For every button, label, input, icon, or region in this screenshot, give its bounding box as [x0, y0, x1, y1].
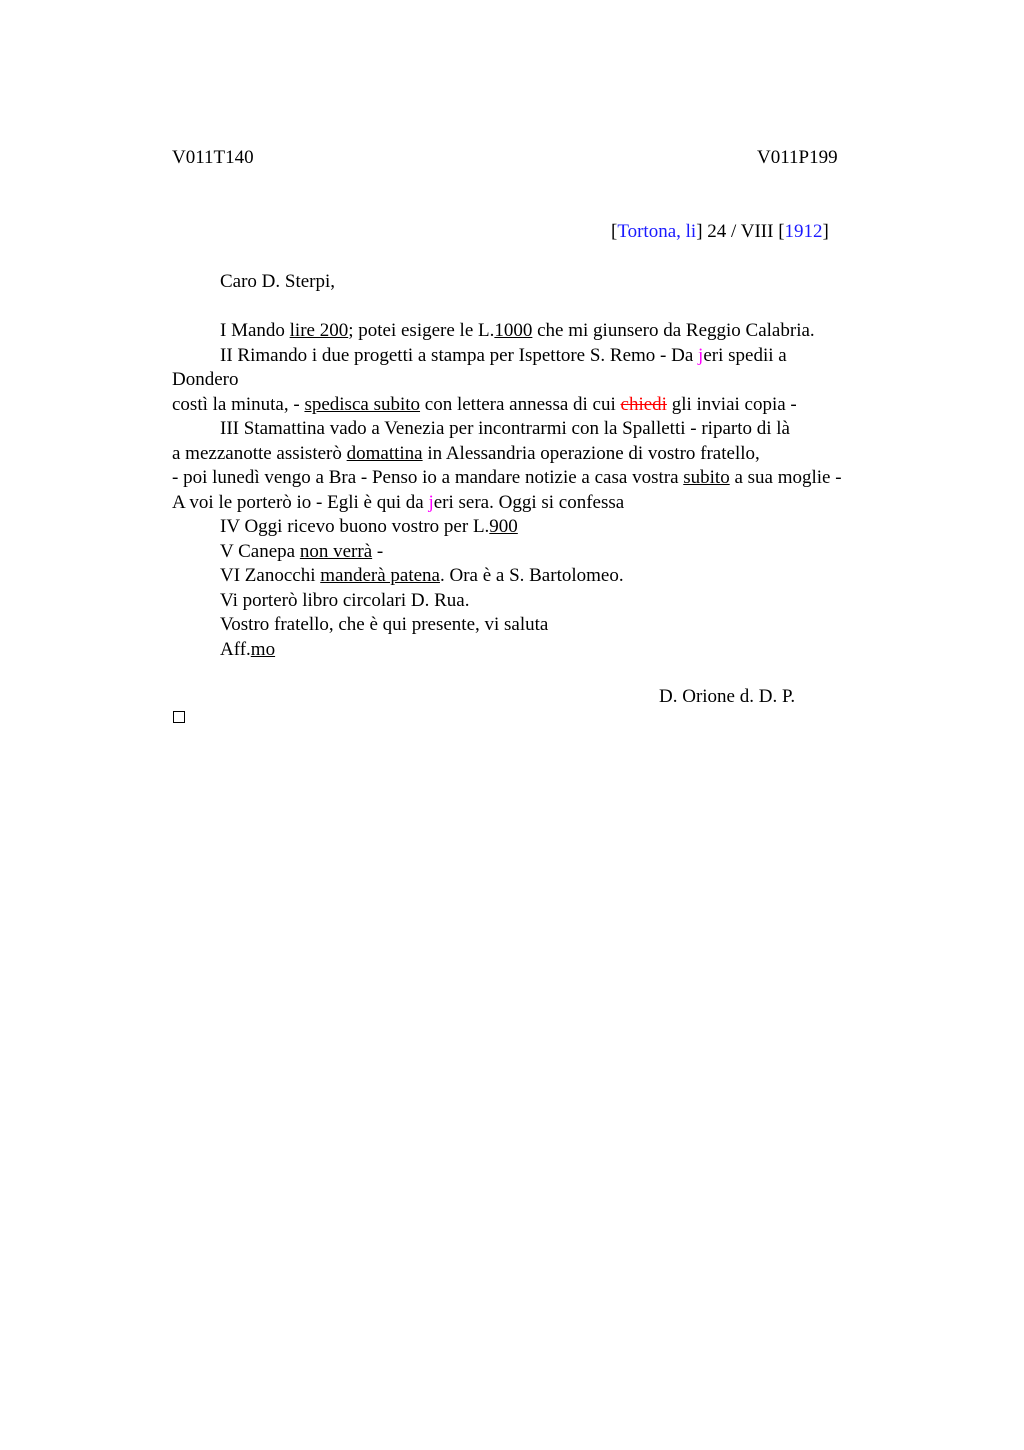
body-line-4 [172, 393, 912, 418]
underlined-text: 1000 [494, 320, 533, 341]
underlined-text: 900 [489, 516, 518, 537]
restored-letter: j [698, 344, 704, 366]
letter-body [172, 319, 912, 662]
signature: D. Orione d. D. P. [659, 686, 796, 707]
underlined-text: spedisca subito [304, 393, 421, 415]
volume-page-code: V011P199 [757, 147, 838, 168]
underlined-text: non verrà [299, 540, 373, 562]
body-line-13 [172, 613, 912, 638]
underlined-text: subito [683, 467, 730, 488]
underlined-text: mo [250, 638, 276, 660]
text: costì la minuta, - [172, 393, 305, 415]
underlined-text: lire 200 [289, 320, 349, 341]
text: VI Zanocchi [220, 565, 321, 586]
restored-letter: j [428, 491, 434, 513]
text: eri sera. Oggi si confessa [433, 491, 625, 513]
date-year: 1912 [784, 221, 823, 242]
end-box-icon [173, 711, 185, 723]
text: che mi giunsero da Reggio Calabria. [532, 320, 815, 341]
text: a mezzanotte assisterò [172, 442, 347, 464]
date-year-bracket-close: ] [822, 221, 829, 242]
body-line-2 [172, 344, 912, 369]
deleted-text: chiedi [620, 393, 667, 415]
text: ; potei esigere le L. [348, 320, 495, 341]
text: - [372, 540, 384, 562]
salutation: Caro D. Sterpi, [220, 271, 336, 292]
text: Aff. [220, 638, 251, 660]
text: . Ora è a S. Bartolomeo. [439, 565, 624, 586]
date-day-month: 24 / VIII [702, 221, 779, 242]
text: con lettera annessa di cui [420, 393, 621, 415]
text: - poi lunedì vengo a Bra - Penso io a mandare notizie a casa vostra [172, 467, 684, 488]
body-line-8 [172, 491, 912, 516]
date-bracket-close: ] [696, 221, 703, 242]
date-year-bracket-open: [ [778, 221, 785, 242]
body-line-1 [172, 319, 912, 344]
underlined-text: domattina [346, 442, 423, 464]
text: Vostro fratello, che è qui presente, vi saluta [220, 614, 549, 635]
body-line-5 [172, 417, 912, 442]
body-line-3 [172, 368, 912, 393]
body-line-12 [172, 589, 912, 614]
text: Vi porterò libro circolari D. Rua. [220, 589, 470, 611]
date-bracket-open: [ [611, 221, 618, 242]
body-line-11 [172, 564, 912, 589]
text: I Mando [220, 320, 290, 341]
text: a sua moglie - [729, 467, 842, 488]
text: A voi le porterò io - Egli è qui da [172, 491, 429, 513]
body-line-10 [172, 540, 912, 565]
volume-text-code: V011T140 [172, 147, 254, 168]
letter-date [611, 221, 829, 243]
underlined-text: manderà patena [320, 565, 440, 586]
text: in Alessandria operazione di vostro fratello, [422, 442, 760, 464]
text: Dondero [172, 369, 239, 390]
text: IV Oggi ricevo buono vostro per L. [220, 516, 490, 537]
body-line-14 [172, 638, 912, 663]
text: gli inviai copia - [666, 393, 797, 415]
body-line-6 [172, 442, 912, 467]
body-line-7 [172, 466, 912, 491]
date-place: Tortona, li [617, 221, 697, 242]
text: V Canepa [220, 540, 300, 562]
text: III Stamattina vado a Venezia per incontrarmi con la Spalletti - riparto di là [220, 418, 790, 439]
text: II Rimando i due progetti a stampa per Ispettore S. Remo - Da [220, 344, 699, 366]
text: eri spedii a [703, 344, 787, 366]
body-line-9 [172, 515, 912, 540]
